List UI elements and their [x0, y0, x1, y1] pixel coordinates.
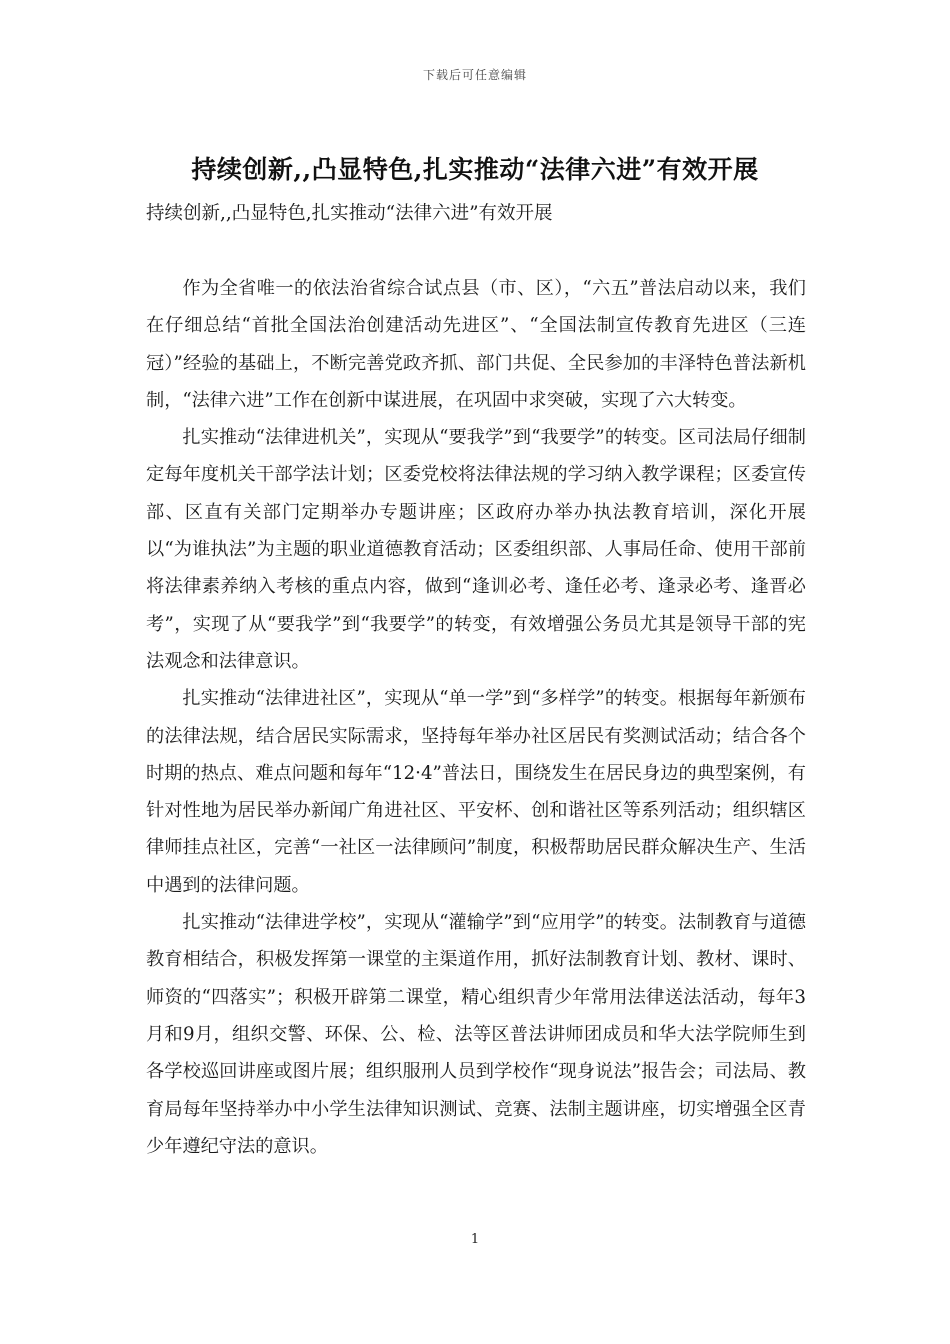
header-note: 下载后可任意编辑	[422, 68, 527, 82]
paragraph-organs: 扎实推动“法律进机关”，实现从“要我学”到“我要学”的转变。区司法局仔细制定每年度机关干部学法计划；区委党校将法律法规的学习纳入教学课程；区委宣传部、区直有关部门定期举办专题讲座；区政府办举办执法教育培训，深化开展以“为谁执法”为主题的职业道德教育活动；区委组织部、人事局任命、使用干部前将法律素养纳入考核的重点内容，做到“逢训必考、逢任必考、逢录必考、逢晋必考”，实现了从“要我学”到“我要学”的转变，有效增强公务员尤其是领导干部的宪法观念和法律意识。	[146, 427, 806, 672]
paragraph-intro: 作为全省唯一的依法治省综合试点县（市、区），“六五”普法启动以来，我们在仔细总结“首批全国法治创建活动先进区”、“全国法制宣传教育先进区（三连冠）”经验的基础上，不断完善党政齐抓、部门共促、全民参加的丰泽特色普法新机制，“法律六进”工作在创新中谋进展，在巩固中求突破，实现了六大转变。	[146, 278, 806, 411]
document-body	[146, 270, 806, 1165]
page-number: 1	[470, 1232, 480, 1247]
paragraph-community: 扎实推动“法律进社区”，实现从“单一学”到“多样学”的转变。根据每年新颁布的法律法规，结合居民实际需求，坚持每年举办社区居民有奖测试活动；结合各个时期的热点、难点问题和每年“12·4”普法日，围绕发生在居民身边的典型案例，有针对性地为居民举办新闻广角进社区、平安杯、创和谐社区等系列活动；组织辖区律师挂点社区，完善“一社区一法律顾问”制度，积极帮助居民群众解决生产、生活中遇到的法律问题。	[146, 688, 806, 896]
paragraph-schools: 扎实推动“法律进学校”，实现从“灌输学”到“应用学”的转变。法制教育与道德教育相结合，积极发挥第一课堂的主渠道作用，抓好法制教育计划、教材、课时、师资的“四落实”；积极开辟第二课堂，精心组织青少年常用法律送法活动，每年3月和9月，组织交警、环保、公、检、法等区普法讲师团成员和华大法学院师生到各学校巡回讲座或图片展；组织服刑人员到学校作“现身说法”报告会；司法局、教育局每年坚持举办中小学生法律知识测试、竞赛、法制主题讲座，切实增强全区青少年遵纪守法的意识。	[146, 912, 806, 1157]
document-title: 持续创新,,凸显特色,扎实推动“法律六进”有效开展	[191, 155, 759, 184]
document-subtitle: 持续创新,,凸显特色,扎实推动“法律六进”有效开展	[146, 203, 553, 224]
